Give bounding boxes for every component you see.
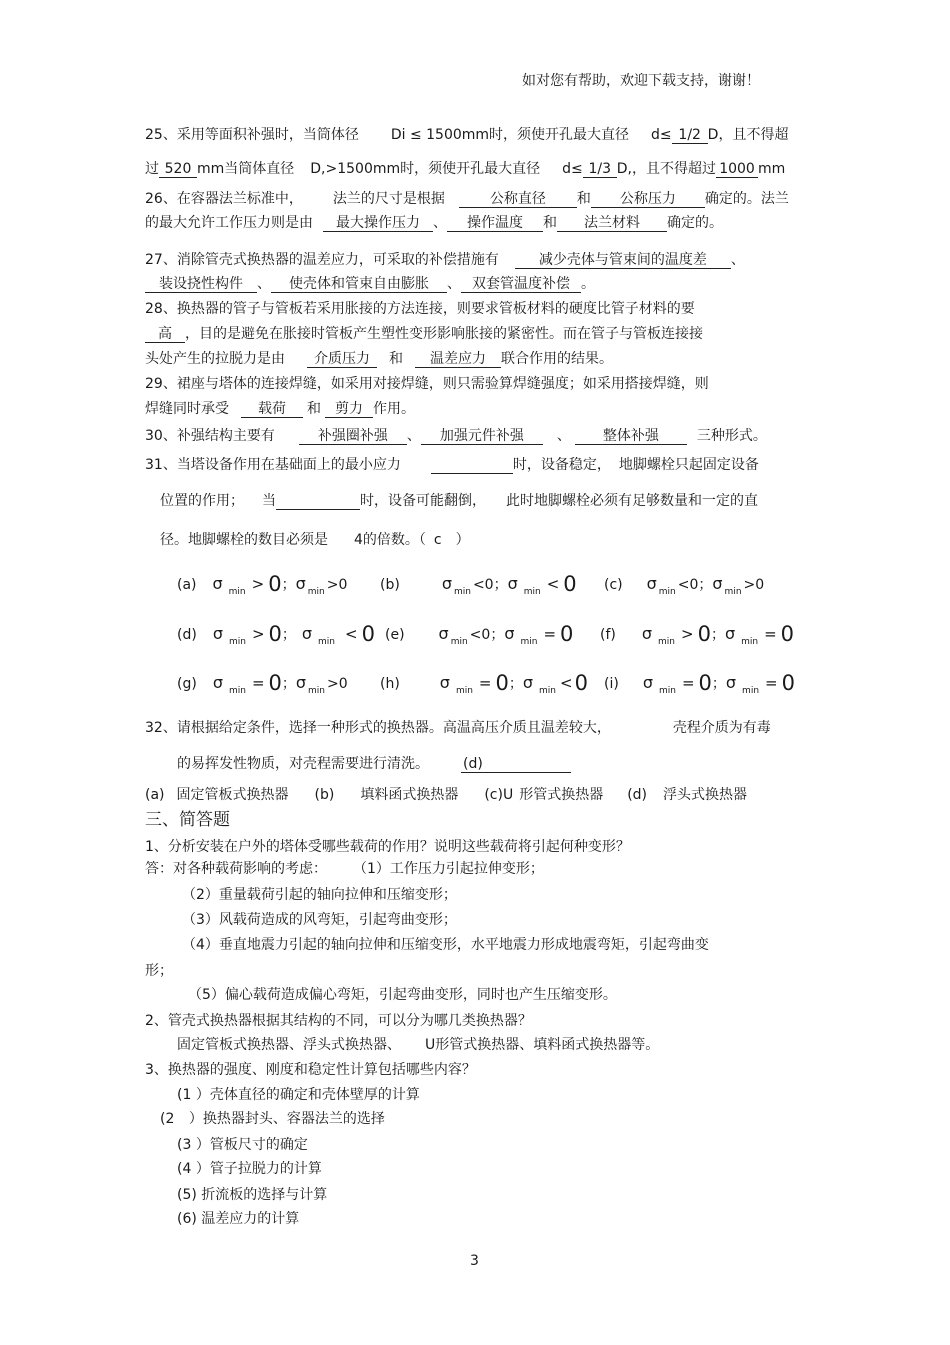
sigma-symbol: σ (212, 624, 223, 643)
q28-text-d: 和 (389, 351, 403, 367)
operator: = (764, 625, 777, 643)
value: 0 (563, 572, 577, 596)
value: 0 (481, 627, 491, 643)
q25-text-e: 过 (145, 161, 159, 177)
q25-line1 (145, 126, 788, 144)
q29-line1: 29、裙座与塔体的连接焊缝，如采用对接焊缝，则只需验算焊缝强度；如采用搭接焊缝，则 (145, 376, 709, 392)
q31-line3 (160, 531, 470, 549)
q28-text-c: 头处产生的拉脱力是由 (145, 351, 285, 367)
q32-option-c: 形管式换热器 (519, 787, 604, 803)
min-subscript: min (741, 637, 759, 647)
q26-text-b: 法兰的尺寸是根据 (332, 191, 445, 207)
s2-answer (177, 1036, 659, 1054)
q29-text-b: 焊缝同时承受 (145, 401, 229, 417)
value: 0 (268, 671, 282, 695)
q27-blank-2: 装设挠性构件 (145, 276, 257, 293)
q31-text-h: 径。地脚螺栓的数目必须是 (160, 532, 328, 548)
q31-answer: c (433, 532, 442, 548)
min-subscript: min (520, 637, 538, 647)
s1-answer-4: （4）垂直地震力引起的轴向拉伸和压缩变形，水平地震力形成地震弯矩，引起弯曲变 (182, 937, 709, 953)
sigma-symbol: σ (641, 624, 652, 643)
q26-blank-2: 公称压力 (591, 191, 705, 208)
s1-question: 1、分析安装在户外的塔体受哪些载荷的作用？说明这些载荷将引起何种变形？ (145, 839, 630, 855)
q25-text-g: D,>1500mm时，须使开孔最大直径 (310, 161, 541, 177)
separator: ； (281, 676, 296, 692)
sigma-symbol: σ (642, 673, 653, 692)
q27-blank-3: 使壳体和管束自由膨胀 (271, 276, 447, 293)
q32-line1 (145, 719, 771, 737)
q25-blank-4: 1000 (716, 161, 758, 178)
option-label: (c) (604, 577, 623, 593)
min-subscript: min (539, 686, 556, 696)
value: 0 (755, 577, 765, 593)
value: 0 (338, 676, 348, 692)
value: 0 (780, 622, 795, 646)
q25-text-a: 25、采用等面积补强时，当筒体径 (145, 127, 359, 143)
q25-text-j: mm (758, 161, 786, 177)
operator: < (546, 575, 560, 593)
s1-answer-3: （3）风载荷造成的风弯矩，引起弯曲变形； (182, 912, 457, 928)
operator: = (765, 674, 778, 692)
value: 0 (268, 572, 282, 596)
operator: > (251, 625, 265, 643)
q25-text-d: D，且不得超 (707, 127, 789, 143)
q26-blank-1: 公称直径 (459, 191, 577, 208)
operator: = (543, 625, 557, 643)
q27-blank-1: 减少壳体与管束间的温度差 (515, 252, 731, 269)
s1-answer-5: （5）偏心载荷造成偏心弯矩，引起弯曲变形，同时也产生压缩变形。 (188, 987, 617, 1003)
value: 0 (698, 671, 712, 695)
value: 0 (574, 671, 588, 695)
option-label: (a) (177, 577, 197, 593)
q28-text-b: ，目的是避免在胀接时管板产生塑性变形影响胀接的紧密性。而在管子与管板连接接 (185, 326, 703, 342)
sigma-symbol: σ (522, 673, 534, 692)
q27-text-a: 27、消除管壳式换热器的温差应力，可采取的补偿措施有 (145, 252, 499, 268)
sigma-symbol: σ (712, 574, 723, 593)
q27-text-b: 、 (730, 252, 745, 268)
s1-answer-1: （1）工作压力引起拉伸变形； (353, 861, 544, 877)
value: 0 (495, 671, 509, 695)
q32-option-a: 固定管板式换热器 (176, 787, 289, 803)
q32-text-c: 的易挥发性物质，对壳程需要进行清洗。 (177, 756, 429, 772)
q27-line1 (145, 251, 745, 269)
s3-question: 3、换热器的强度、刚度和稳定性计算包括哪些内容？ (145, 1062, 476, 1078)
option-label: (g) (177, 676, 197, 692)
operator: > (680, 625, 694, 643)
q27-text-e: 。 (581, 276, 595, 292)
min-subscript: min (658, 637, 675, 647)
separator: ； (490, 627, 505, 643)
q31-option-b (380, 574, 577, 602)
value: 0 (338, 577, 348, 593)
min-subscript: min (450, 637, 468, 647)
q31-option-c (604, 574, 764, 602)
q30-blank-1: 补强圈补强 (299, 428, 407, 445)
q30-line (145, 427, 767, 445)
option-label: (i) (604, 676, 619, 692)
value: 0 (689, 577, 699, 593)
q31-option-g (177, 673, 348, 701)
q26-text-f: 、 (433, 215, 447, 231)
s3-item-4: (4 ）管子拉脱力的计算 (177, 1161, 322, 1177)
operator: > (743, 577, 756, 593)
operator: < (677, 577, 690, 593)
q31-text-i: 4的倍数。（ (354, 532, 426, 548)
operator: > (326, 577, 339, 593)
q25-text-c: d≤ (651, 127, 672, 143)
min-subscript: min (308, 686, 326, 696)
s2-answer-part1: 固定管板式换热器、浮头式换热器、 (177, 1037, 401, 1053)
q30-text-d: 三种形式。 (696, 428, 767, 444)
q31-text-b: 时，设备稳定， (512, 457, 611, 473)
min-subscript: min (455, 686, 473, 696)
sigma-symbol: σ (438, 624, 449, 643)
q31-option-h (380, 673, 588, 701)
q25-blank-1: 1/2 (672, 127, 708, 144)
operator: > (251, 575, 265, 593)
min-subscript: min (307, 587, 325, 597)
q32-option-a-label: (a) (145, 787, 165, 803)
sigma-symbol: σ (725, 673, 737, 692)
option-label: (b) (380, 577, 400, 593)
q32-answer-blank: (d) (461, 756, 571, 773)
min-subscript: min (228, 637, 246, 647)
operator: = (681, 674, 695, 692)
q31-line1 (145, 456, 759, 474)
q31-option-i (604, 673, 795, 701)
q25-text-i: D,，且不得超过 (616, 161, 717, 177)
q29-blank-2: 剪力 (325, 401, 373, 418)
q28-blank-2: 介质压力 (307, 351, 377, 368)
q26-text-c: 和 (576, 191, 591, 207)
q28-line2 (145, 325, 703, 343)
sigma-symbol: σ (295, 574, 306, 593)
sigma-symbol: σ (212, 574, 223, 593)
q26-text-e: 的最大允许工作压力则是由 (145, 215, 313, 231)
operator: < (560, 674, 573, 692)
q31-text-c: 地脚螺栓只起固定设备 (618, 457, 759, 473)
value: 0 (268, 622, 282, 646)
min-subscript: min (658, 587, 676, 597)
q31-text-e: 当 (262, 493, 276, 509)
operator: = (478, 674, 492, 692)
q31-blank-1 (431, 457, 513, 474)
sigma-symbol: σ (441, 574, 452, 593)
option-label: (d) (177, 627, 197, 643)
value: 0 (781, 671, 795, 695)
separator: ； (710, 627, 725, 643)
s2-question: 2、管壳式换热器根据其结构的不同，可以分为哪几类换热器？ (145, 1013, 532, 1029)
q32-text-b: 壳程介质为有毒 (672, 720, 771, 736)
q31-text-d: 位置的作用； (160, 493, 244, 509)
q26-text-a: 26、在容器法兰标准中， (145, 191, 303, 207)
page-number: 3 (470, 1253, 479, 1269)
sigma-symbol: σ (439, 673, 450, 692)
q32-option-d-label: (d) (627, 787, 648, 803)
operator: < (345, 625, 358, 643)
q26-line2 (145, 214, 723, 232)
q26-text-h: 确定的。 (667, 215, 723, 231)
q28-line1: 28、换热器的管子与管板若采用胀接的方法连接，则要求管板材料的硬度比管子材料的要 (145, 301, 695, 317)
q29-text-d: 作用。 (373, 401, 415, 417)
s3-item-3: (3 ）管板尺寸的确定 (177, 1137, 308, 1153)
q28-blank-3: 温差应力 (415, 351, 501, 368)
q31-text-j: ） (455, 532, 470, 548)
s1-answer-lead: 答：对各种载荷影响的考虑： (145, 861, 327, 877)
q31-text-a: 31、当塔设备作用在基础面上的最小应力 (145, 457, 401, 473)
q28-text-e: 联合作用的结果。 (501, 351, 613, 367)
q25-text-f: mm当筒体直径 (197, 161, 295, 177)
q31-text-f: 时，设备可能翻倒， (360, 493, 486, 509)
q27-text-d: 、 (447, 276, 461, 292)
separator: ； (493, 577, 508, 593)
q31-option-d (177, 624, 375, 652)
sigma-symbol: σ (301, 624, 313, 643)
q32-line2 (177, 755, 571, 773)
q31-text-g: 此时地脚螺栓必须有足够数量和一定的直 (506, 493, 758, 509)
q32-option-c-label: (c)U (484, 787, 514, 803)
q29-text-c: 和 (307, 401, 321, 417)
separator: ； (281, 627, 296, 643)
q26-text-g: 和 (543, 215, 557, 231)
value: 0 (560, 622, 574, 646)
separator: ； (698, 577, 713, 593)
s1-answer-2: （2）重量载荷引起的轴向拉伸和压缩变形； (182, 887, 457, 903)
q29-blank-1: 载荷 (241, 401, 303, 418)
q29-line2 (145, 400, 415, 418)
q30-text-a: 30、补强结构主要有 (145, 428, 275, 444)
q30-blank-2: 加强元件补强 (421, 428, 543, 445)
operator: > (327, 676, 339, 692)
q27-text-c: 、 (257, 276, 271, 292)
q28-line3 (145, 350, 613, 368)
q26-blank-4: 操作温度 (447, 215, 543, 232)
q25-blank-2: 520 (159, 161, 197, 178)
q31-line2 (160, 492, 758, 510)
section-title: 三、简答题 (145, 810, 230, 830)
q27-blank-4: 双套管温度补偿 (461, 276, 581, 293)
min-subscript: min (318, 637, 336, 647)
value: 0 (484, 577, 494, 593)
min-subscript: min (724, 587, 742, 597)
q26-blank-5: 法兰材料 (557, 215, 667, 232)
min-subscript: min (658, 686, 676, 696)
q30-blank-3: 整体补强 (575, 428, 687, 445)
q32-text-a: 32、请根据给定条件，选择一种形式的换热器。高温高压介质且温差较大， (145, 720, 611, 736)
value: 0 (361, 622, 375, 646)
sigma-symbol: σ (507, 574, 518, 593)
q25-text-b: Di ≤ 1500mm时，须使开孔最大直径 (390, 127, 630, 143)
min-subscript: min (523, 587, 541, 597)
q26-line1 (145, 190, 789, 208)
q26-text-d: 确定的。法兰 (704, 191, 789, 207)
option-label: (h) (380, 676, 400, 692)
q30-text-b: 、 (406, 428, 421, 444)
s3-item-1: (1 ）壳体直径的确定和壳体壁厚的计算 (177, 1087, 420, 1103)
s2-answer-part2: U形管式换热器、填料函式换热器等。 (425, 1037, 660, 1053)
operator: < (469, 627, 482, 643)
q27-line2 (145, 275, 595, 293)
q25-line2 (145, 160, 785, 178)
q32-option-b-label: (b) (314, 787, 335, 803)
operator: < (472, 577, 485, 593)
option-label: (e) (385, 627, 405, 643)
s3-item-2: (2 ）换热器封头、容器法兰的选择 (160, 1111, 385, 1127)
q26-blank-3: 最大操作压力 (323, 215, 433, 232)
sigma-symbol: σ (504, 624, 515, 643)
q31-option-f (600, 624, 794, 652)
sigma-symbol: σ (724, 624, 736, 643)
q32-option-d: 浮头式换热器 (663, 787, 748, 803)
min-subscript: min (228, 686, 246, 696)
separator: ； (711, 676, 726, 692)
page-header: 如对您有帮助，欢迎下载支持，谢谢！ (522, 73, 760, 89)
s3-item-5: (5) 折流板的选择与计算 (177, 1187, 328, 1203)
sigma-symbol: σ (295, 673, 307, 692)
separator: ； (508, 676, 523, 692)
q32-options (145, 786, 747, 804)
min-subscript: min (453, 587, 471, 597)
value: 0 (697, 622, 711, 646)
s3-item-6: (6) 温差应力的计算 (177, 1211, 300, 1227)
q31-blank-2 (276, 493, 360, 510)
min-subscript: min (228, 587, 246, 597)
min-subscript: min (742, 686, 760, 696)
option-label: (f) (600, 627, 616, 643)
q31-option-a (177, 574, 347, 602)
q25-blank-3: 1/3 (583, 161, 617, 178)
sigma-symbol: σ (646, 574, 657, 593)
separator: ； (281, 577, 296, 593)
q31-option-e (385, 624, 573, 652)
q25-text-h: d≤ (562, 161, 583, 177)
q32-option-b: 填料函式换热器 (360, 787, 459, 803)
q28-blank-1: 高 (145, 326, 185, 343)
sigma-symbol: σ (212, 673, 223, 692)
operator: = (251, 674, 265, 692)
s1-answer-4-cont: 形； (145, 963, 173, 979)
q30-text-c: 、 (556, 428, 571, 444)
s1-answer-intro (145, 860, 544, 878)
